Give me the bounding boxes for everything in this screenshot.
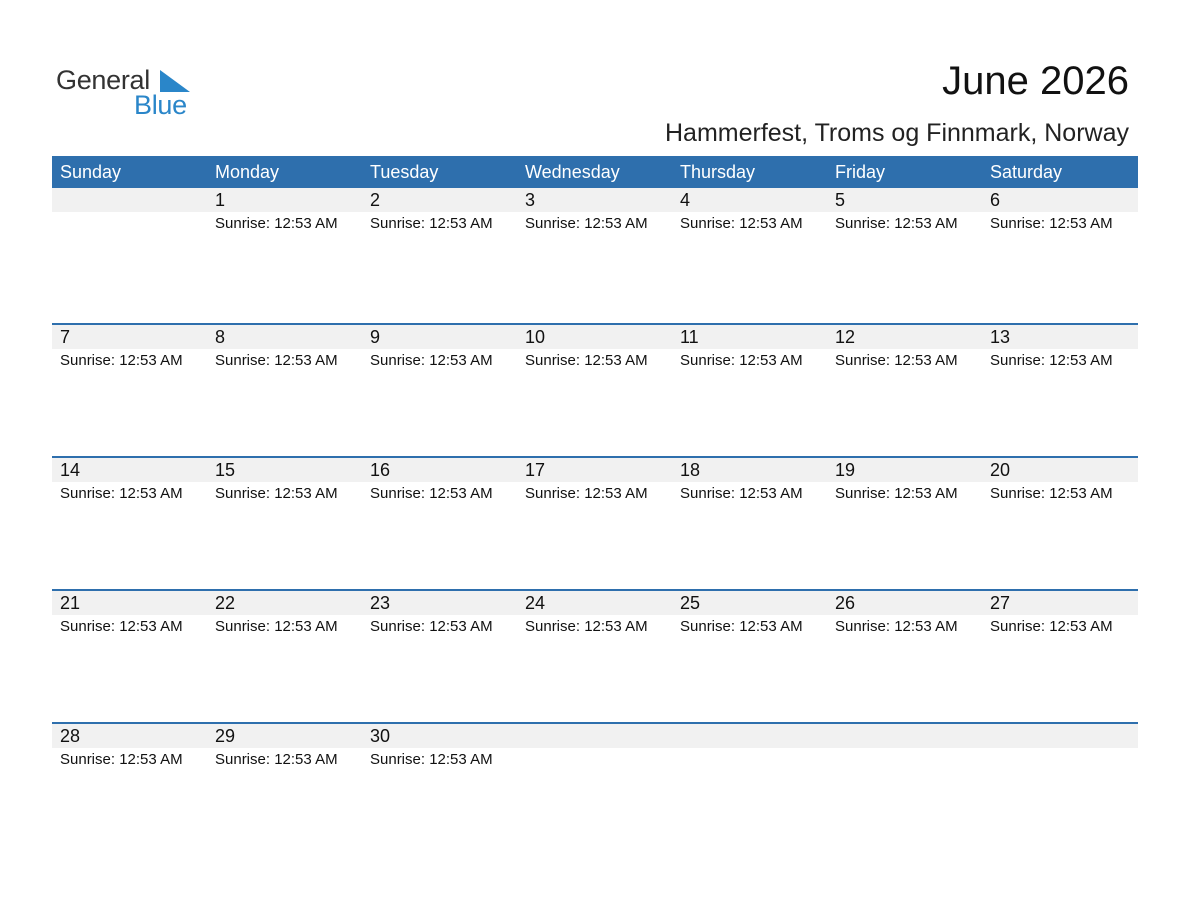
day-cell	[52, 458, 207, 506]
day-number: 19	[827, 458, 982, 482]
weekday-header: Tuesday	[370, 162, 439, 182]
calendar-week-row	[52, 456, 1138, 589]
day-cell	[52, 325, 207, 373]
sunrise-time: Sunrise: 12:53 AM	[60, 751, 183, 768]
sunrise-time: Sunrise: 12:53 AM	[525, 618, 648, 635]
day-number: 24	[517, 591, 672, 615]
sunrise-time: Sunrise: 12:53 AM	[680, 215, 803, 232]
day-cell	[207, 724, 362, 772]
day-cell	[52, 591, 207, 639]
calendar-weeks	[52, 188, 1138, 855]
day-number	[52, 188, 207, 212]
sunrise-time: Sunrise: 12:53 AM	[835, 215, 958, 232]
day-cell	[982, 724, 1138, 772]
sunrise-time: Sunrise: 12:53 AM	[370, 618, 493, 635]
sunrise-time: Sunrise: 12:53 AM	[835, 485, 958, 502]
sunrise-time: Sunrise: 12:53 AM	[215, 215, 338, 232]
sunrise-time: Sunrise: 12:53 AM	[215, 485, 338, 502]
day-number	[517, 724, 672, 748]
day-number: 22	[207, 591, 362, 615]
day-cell	[827, 458, 982, 506]
logo-text-blue: Blue	[134, 90, 187, 120]
day-cell	[827, 724, 982, 772]
calendar-week-row	[52, 589, 1138, 722]
sunrise-time: Sunrise: 12:53 AM	[525, 215, 648, 232]
weekday-header: Wednesday	[525, 162, 620, 182]
sunrise-time: Sunrise: 12:53 AM	[990, 485, 1113, 502]
day-cell	[672, 188, 827, 236]
sunrise-time: Sunrise: 12:53 AM	[60, 618, 183, 635]
day-cell	[982, 458, 1138, 506]
weekday-header: Thursday	[680, 162, 756, 182]
calendar-grid	[52, 156, 1138, 855]
day-number: 11	[672, 325, 827, 349]
day-number: 23	[362, 591, 517, 615]
day-cell	[827, 591, 982, 639]
sunrise-time: Sunrise: 12:53 AM	[370, 751, 493, 768]
day-number: 30	[362, 724, 517, 748]
day-cell	[672, 458, 827, 506]
day-number	[982, 724, 1138, 748]
sunrise-time: Sunrise: 12:53 AM	[990, 618, 1113, 635]
day-cell	[207, 188, 362, 236]
day-number: 4	[672, 188, 827, 212]
day-number: 10	[517, 325, 672, 349]
sunrise-time: Sunrise: 12:53 AM	[835, 352, 958, 369]
day-number: 16	[362, 458, 517, 482]
sunrise-time: Sunrise: 12:53 AM	[990, 215, 1113, 232]
day-number: 12	[827, 325, 982, 349]
day-cell	[207, 325, 362, 373]
sunrise-time: Sunrise: 12:53 AM	[370, 352, 493, 369]
page-title: June 2026	[942, 59, 1129, 103]
day-cell	[672, 724, 827, 772]
day-number: 28	[52, 724, 207, 748]
weekday-header: Sunday	[60, 162, 122, 182]
day-cell	[517, 724, 672, 772]
day-cell	[52, 188, 207, 236]
weekday-header: Friday	[835, 162, 886, 182]
day-cell	[827, 325, 982, 373]
sunrise-time: Sunrise: 12:53 AM	[370, 485, 493, 502]
day-number: 14	[52, 458, 207, 482]
day-cell	[982, 325, 1138, 373]
day-cell	[827, 188, 982, 236]
logo-text-general: General	[56, 65, 150, 95]
sunrise-time: Sunrise: 12:53 AM	[370, 215, 493, 232]
calendar-week-row	[52, 722, 1138, 855]
day-number: 2	[362, 188, 517, 212]
sunrise-time: Sunrise: 12:53 AM	[680, 618, 803, 635]
day-number: 6	[982, 188, 1138, 212]
sunrise-time: Sunrise: 12:53 AM	[680, 485, 803, 502]
day-number	[827, 724, 982, 748]
day-number: 27	[982, 591, 1138, 615]
day-cell	[362, 325, 517, 373]
day-cell	[982, 188, 1138, 236]
day-cell	[672, 591, 827, 639]
day-cell	[207, 458, 362, 506]
day-number	[672, 724, 827, 748]
day-number: 26	[827, 591, 982, 615]
day-number: 13	[982, 325, 1138, 349]
sunrise-time: Sunrise: 12:53 AM	[525, 485, 648, 502]
day-number: 20	[982, 458, 1138, 482]
day-number: 7	[52, 325, 207, 349]
sunrise-time: Sunrise: 12:53 AM	[525, 352, 648, 369]
sunrise-time: Sunrise: 12:53 AM	[60, 485, 183, 502]
day-number: 8	[207, 325, 362, 349]
weekday-header: Saturday	[990, 162, 1063, 182]
day-number: 29	[207, 724, 362, 748]
day-cell	[982, 591, 1138, 639]
sunrise-time: Sunrise: 12:53 AM	[680, 352, 803, 369]
day-cell	[362, 591, 517, 639]
day-number: 18	[672, 458, 827, 482]
day-cell	[52, 724, 207, 772]
day-number: 21	[52, 591, 207, 615]
sunrise-time: Sunrise: 12:53 AM	[60, 352, 183, 369]
day-number: 25	[672, 591, 827, 615]
day-number: 5	[827, 188, 982, 212]
day-number: 15	[207, 458, 362, 482]
sunrise-time: Sunrise: 12:53 AM	[990, 352, 1113, 369]
day-cell	[362, 188, 517, 236]
sunrise-time: Sunrise: 12:53 AM	[215, 352, 338, 369]
day-cell	[517, 325, 672, 373]
day-cell	[517, 188, 672, 236]
day-number: 1	[207, 188, 362, 212]
sunrise-time: Sunrise: 12:53 AM	[835, 618, 958, 635]
sunrise-time: Sunrise: 12:53 AM	[215, 618, 338, 635]
logo	[56, 64, 196, 120]
weekday-header-row	[52, 156, 1138, 188]
day-cell	[207, 591, 362, 639]
day-number: 9	[362, 325, 517, 349]
sunrise-time: Sunrise: 12:53 AM	[215, 751, 338, 768]
day-cell	[517, 458, 672, 506]
calendar-week-row	[52, 188, 1138, 323]
day-cell	[517, 591, 672, 639]
calendar-week-row	[52, 323, 1138, 456]
day-number: 3	[517, 188, 672, 212]
day-number: 17	[517, 458, 672, 482]
day-cell	[362, 458, 517, 506]
weekday-header: Monday	[215, 162, 280, 182]
location-subtitle: Hammerfest, Troms og Finnmark, Norway	[665, 119, 1129, 147]
day-cell	[672, 325, 827, 373]
day-cell	[362, 724, 517, 772]
